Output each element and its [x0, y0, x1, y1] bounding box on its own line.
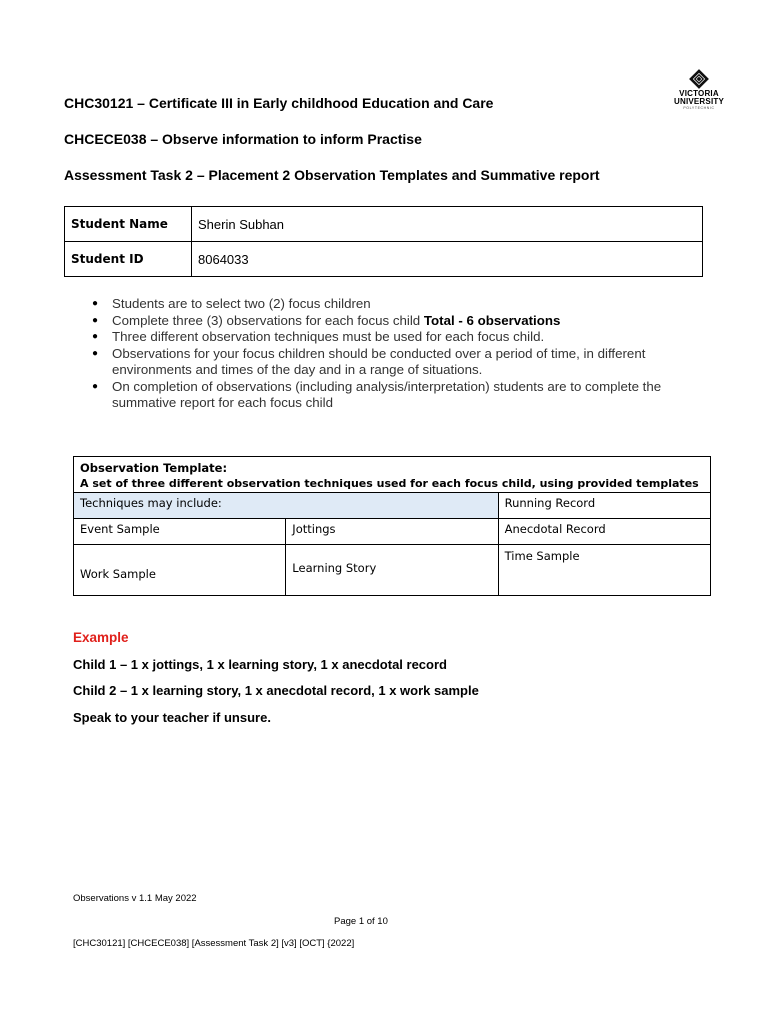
- victoria-university-logo: [668, 68, 730, 112]
- student-details-table: [64, 206, 703, 277]
- course-heading: CHC30121 – Certificate III in Early childhood Education and Care: [64, 95, 494, 111]
- bullet-text: Students are to select two (2) focus children: [112, 296, 371, 311]
- bullet-text: Complete three (3) observations for each focus child: [112, 312, 424, 328]
- table-row: [74, 457, 711, 493]
- observation-template-title: Observation Template:: [80, 461, 228, 475]
- student-name-label: Student Name: [65, 207, 192, 242]
- student-id-row: [65, 242, 703, 277]
- logo-diamond-icon: [688, 68, 710, 90]
- observation-template-table: [73, 456, 711, 596]
- footer-version: Observations v 1.1 May 2022: [73, 893, 197, 904]
- list-item: [92, 313, 692, 330]
- event-sample-cell: Event Sample: [74, 519, 286, 545]
- table-row: [74, 545, 711, 596]
- table-row: [74, 519, 711, 545]
- learning-story-cell: Learning Story: [286, 545, 498, 596]
- student-name-row: [65, 207, 703, 242]
- child-1-example: Child 1 – 1 x jottings, 1 x learning story, 1 x anecdotal record: [73, 657, 447, 672]
- bullet-text: Three different observation techniques must be used for each focus child.: [112, 329, 545, 344]
- student-id-label: Student ID: [65, 242, 192, 277]
- unit-heading: CHCECE038 – Observe information to inform Practise: [64, 131, 422, 147]
- student-name-value: Sherin Subhan: [192, 207, 703, 242]
- list-item: [92, 296, 692, 313]
- footer-document-code: [CHC30121] [CHCECE038] [Assessment Task 2] [v3] [OCT] {2022]: [73, 938, 355, 949]
- footer-page-number: Page 1 of 10: [334, 916, 388, 927]
- child-2-example: Child 2 – 1 x learning story, 1 x anecdotal record, 1 x work sample: [73, 683, 479, 698]
- observation-title-cell: [74, 457, 711, 493]
- logo-line-victoria: VICTORIA: [679, 89, 719, 98]
- jottings-cell: Jottings: [286, 519, 498, 545]
- student-id-value: 8064033: [192, 242, 703, 277]
- logo-line-polytechnic: POLYTECHNIC: [683, 106, 715, 110]
- time-sample-cell: Time Sample: [498, 545, 710, 596]
- example-label: Example: [73, 630, 129, 645]
- bullet-text: Observations for your focus children should be conducted over a period of time, in different environments and times of the day and in a range of situations.: [112, 345, 646, 377]
- list-item: [92, 379, 692, 412]
- techniques-label-cell: Techniques may include:: [74, 493, 499, 519]
- work-sample-cell: Work Sample: [74, 545, 286, 596]
- bullet-bold-text: Total - 6 observations: [423, 312, 561, 328]
- logo-line-university: UNIVERSITY: [673, 97, 724, 106]
- task-heading: Assessment Task 2 – Placement 2 Observation Templates and Summative report: [64, 167, 600, 183]
- observation-template-subtitle: A set of three different observation techniques used for each focus child, using provided templates: [80, 477, 699, 490]
- list-item: [92, 346, 692, 379]
- running-record-cell: Running Record: [498, 493, 710, 519]
- anecdotal-record-cell: Anecdotal Record: [498, 519, 710, 545]
- list-item: [92, 329, 692, 346]
- table-row: [74, 493, 711, 519]
- bullet-text: On completion of observations (including analysis/interpretation) students are to complete the summative report for each focus child: [112, 378, 662, 410]
- instructions-list: [92, 296, 692, 412]
- teacher-note: Speak to your teacher if unsure.: [73, 710, 271, 725]
